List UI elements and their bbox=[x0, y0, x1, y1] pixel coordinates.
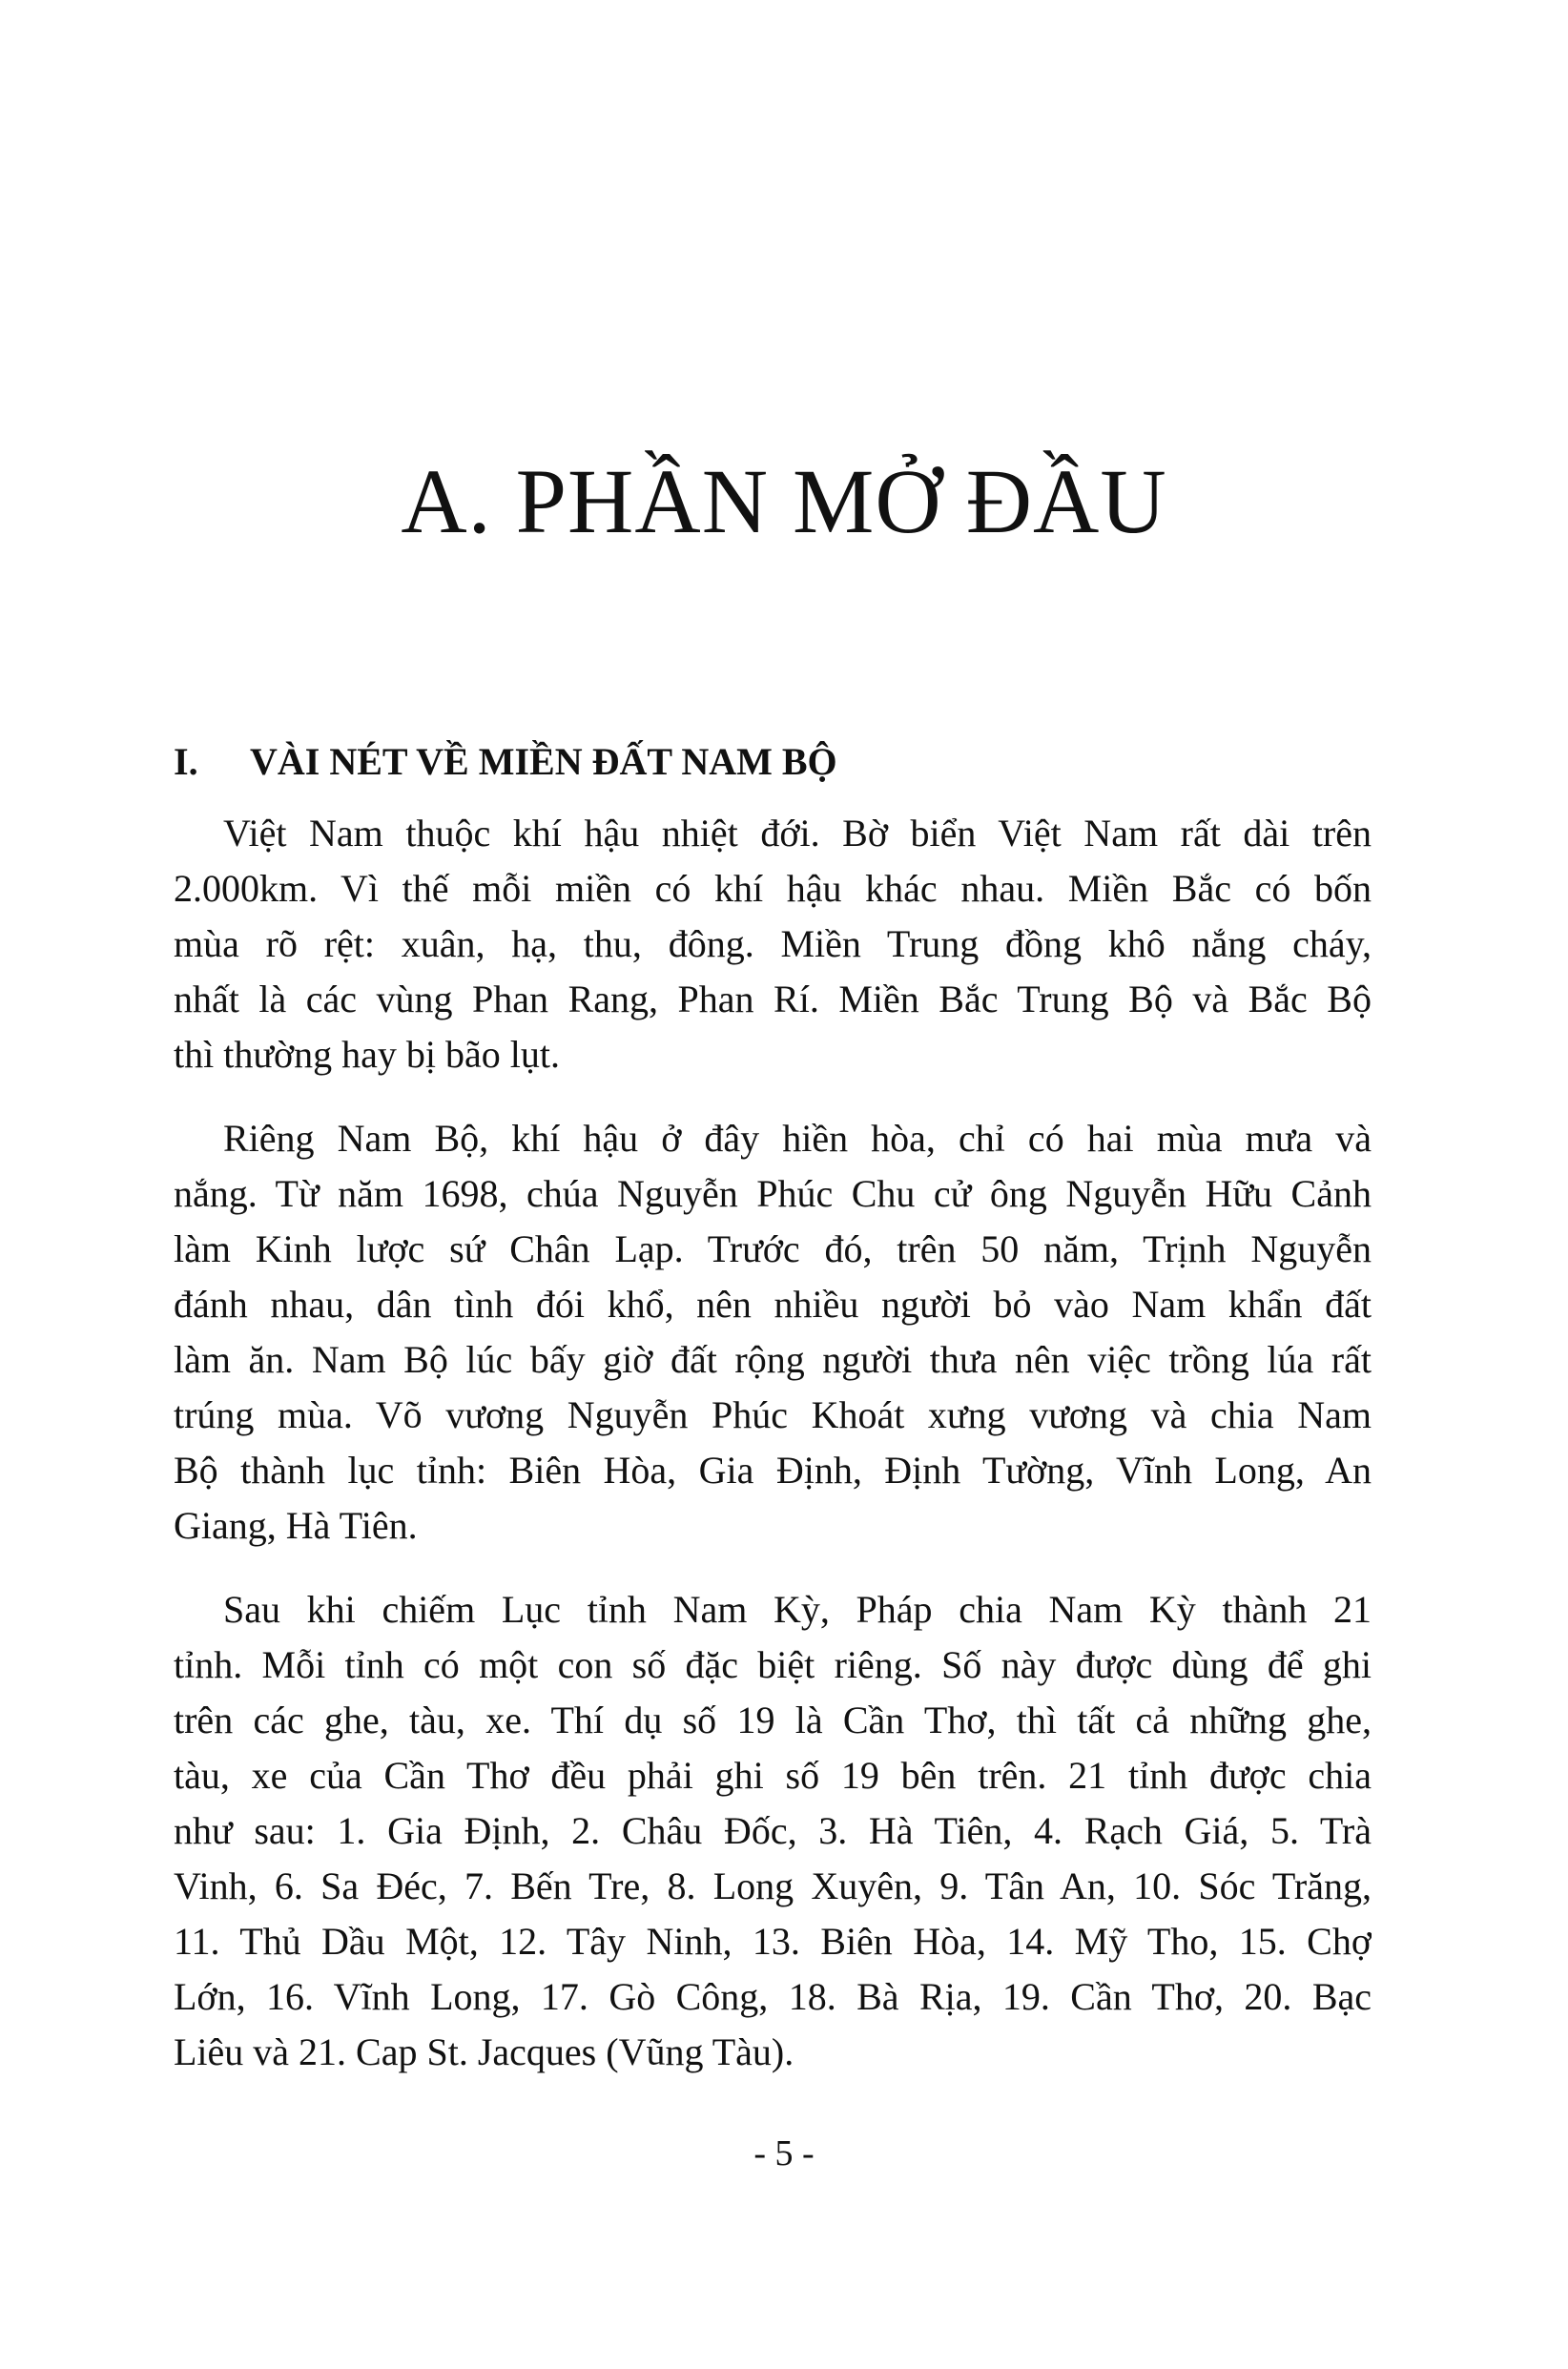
text-line: Bộ thành lục tỉnh: Biên Hòa, Gia Định, Định Tường, Vĩnh Long, An bbox=[174, 1449, 1372, 1492]
text-line: 11. Thủ Dầu Một, 12. Tây Ninh, 13. Biên Hòa, 14. Mỹ Tho, 15. Chợ bbox=[174, 1920, 1372, 1963]
paragraph bbox=[174, 806, 1372, 1082]
text-line: Lớn, 16. Vĩnh Long, 17. Gò Công, 18. Bà Rịa, 19. Cần Thơ, 20. Bạc bbox=[174, 1975, 1372, 2018]
text-line: làm Kinh lược sứ Chân Lạp. Trước đó, trên 50 năm, Trịnh Nguyễn bbox=[174, 1227, 1372, 1270]
text-line: Việt Nam thuộc khí hậu nhiệt đới. Bờ biển Việt Nam rất dài trên bbox=[223, 812, 1372, 855]
paragraph bbox=[174, 1582, 1372, 2080]
body-text bbox=[174, 806, 1372, 2109]
text-line: Riêng Nam Bộ, khí hậu ở đây hiền hòa, chỉ có hai mùa mưa và bbox=[223, 1117, 1372, 1160]
text-line: nhất là các vùng Phan Rang, Phan Rí. Miền Bắc Trung Bộ và Bắc Bộ bbox=[174, 978, 1372, 1020]
text-line: Liêu và 21. Cap St. Jacques (Vũng Tàu). bbox=[174, 2030, 794, 2073]
text-line: Giang, Hà Tiên. bbox=[174, 1504, 418, 1547]
chapter-title: A. PHẦN MỞ ĐẦU bbox=[401, 450, 1167, 552]
text-line: như sau: 1. Gia Định, 2. Châu Đốc, 3. Hà Tiên, 4. Rạch Giá, 5. Trà bbox=[174, 1809, 1372, 1852]
text-line: nắng. Từ năm 1698, chúa Nguyễn Phúc Chu cử ông Nguyễn Hữu Cảnh bbox=[174, 1172, 1372, 1215]
section-heading-text: VÀI NÉT VỀ MIỀN ĐẤT NAM BỘ bbox=[250, 740, 837, 783]
section-heading bbox=[174, 739, 837, 784]
text-line: Sau khi chiếm Lục tỉnh Nam Kỳ, Pháp chia Nam Kỳ thành 21 bbox=[223, 1588, 1372, 1631]
section-number: I. bbox=[174, 740, 198, 783]
text-line: Vinh, 6. Sa Đéc, 7. Bến Tre, 8. Long Xuyên, 9. Tân An, 10. Sóc Trăng, bbox=[174, 1864, 1372, 1907]
paragraph bbox=[174, 1111, 1372, 1554]
text-line: 2.000km. Vì thế mỗi miền có khí hậu khác nhau. Miền Bắc có bốn bbox=[174, 867, 1372, 910]
text-line: tàu, xe của Cần Thơ đều phải ghi số 19 bên trên. 21 tỉnh được chia bbox=[174, 1754, 1372, 1797]
page-number: - 5 - bbox=[753, 2133, 815, 2173]
text-line: đánh nhau, dân tình đói khổ, nên nhiều người bỏ vào Nam khẩn đất bbox=[174, 1283, 1372, 1326]
text-line: làm ăn. Nam Bộ lúc bấy giờ đất rộng người thưa nên việc trồng lúa rất bbox=[174, 1338, 1372, 1381]
text-line: mùa rõ rệt: xuân, hạ, thu, đông. Miền Trung đồng khô nắng cháy, bbox=[174, 922, 1372, 965]
text-line: thì thường hay bị bão lụt. bbox=[174, 1033, 561, 1076]
text-line: tỉnh. Mỗi tỉnh có một con số đặc biệt riêng. Số này được dùng để ghi bbox=[174, 1643, 1372, 1686]
text-line: trên các ghe, tàu, xe. Thí dụ số 19 là Cần Thơ, thì tất cả những ghe, bbox=[174, 1699, 1372, 1741]
text-line: trúng mùa. Võ vương Nguyễn Phúc Khoát xưng vương và chia Nam bbox=[174, 1393, 1372, 1436]
